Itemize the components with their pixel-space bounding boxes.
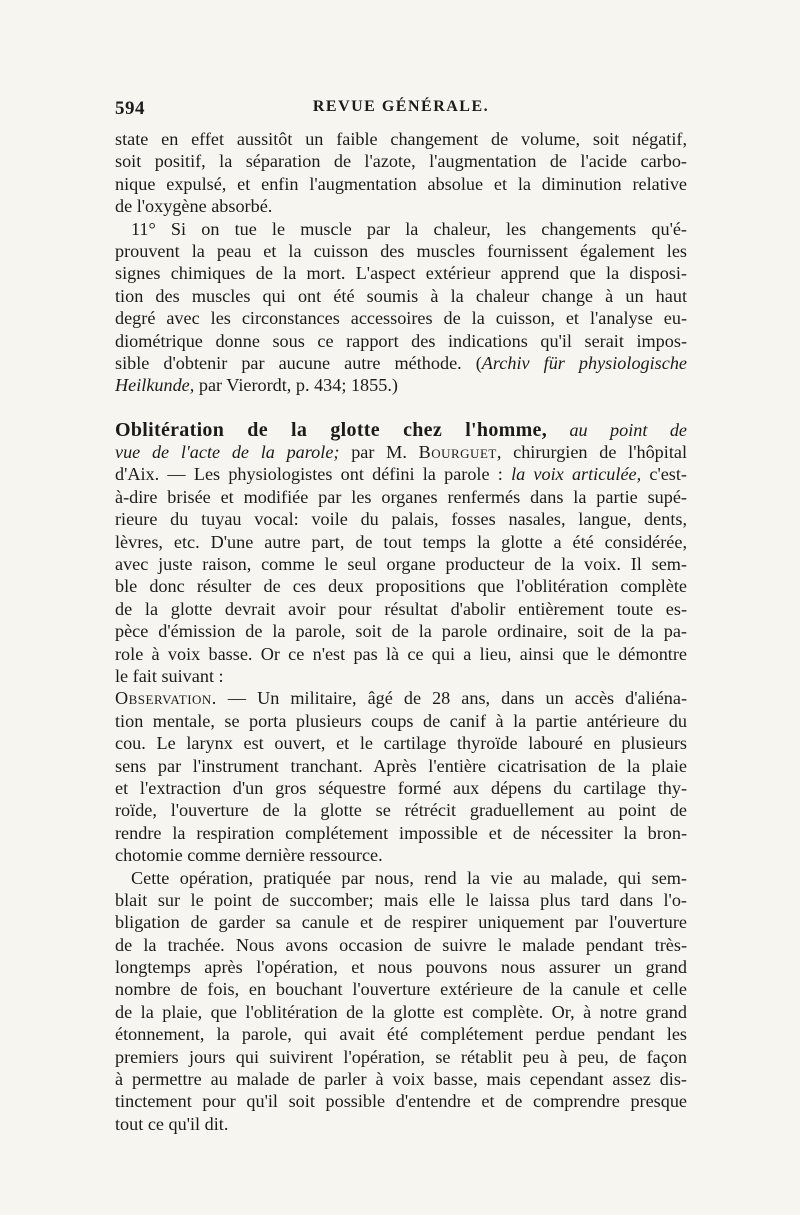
- text-run: — Un militaire, âgé de 28 ans, dans un accès d'aliéna-: [216, 688, 687, 709]
- text-line: lèvres, etc. D'une autre part, de tout temps la glotte a été considérée,: [115, 531, 687, 552]
- text-line: et l'extraction d'un gros séquestre formé aux dépens du cartilage thy-: [115, 777, 687, 798]
- text-line: de la plaie, que l'oblitération de la glotte est complète. Or, à notre grand: [115, 1001, 687, 1022]
- text-line: Cette opération, pratiquée par nous, rend la vie au malade, qui sem-: [131, 867, 687, 888]
- journal-title: Archiv für physiologische: [481, 352, 687, 373]
- text-line: pèce d'émission de la parole, soit de la parole ordinaire, soit de la pa-: [115, 621, 687, 642]
- text-line: à-dire brisée et modifiée par les organes renfermés dans la partie supé-: [115, 486, 687, 507]
- author-name: Bourguet: [418, 442, 497, 463]
- text-line: [115, 463, 687, 485]
- text-line: de la glotte devrait avoir pour résultat d'abolir entièrement toute es-: [115, 598, 687, 619]
- text-line: nique expulsé, et enfin l'augmentation absolue et la diminution relative: [115, 173, 687, 194]
- text-line: à permettre au malade de parler à voix basse, mais cependant assez dis-: [115, 1069, 687, 1090]
- text-line: tinctement pour qu'il soit possible d'entendre et de comprendre presque: [115, 1091, 687, 1112]
- text-line: tout ce qu'il dit.: [115, 1113, 229, 1134]
- text-line: de la trachée. Nous avons occasion de suivre le malade pendant très-: [115, 934, 687, 955]
- text-line: sens par l'instrument tranchant. Après l'entière cicatrisation de la plaie: [115, 755, 687, 776]
- text-line: avec juste raison, comme le seul organe producteur de la voix. Il sem-: [115, 554, 687, 575]
- text-run: d'Aix. — Les physiologistes ont défini la parole :: [115, 464, 512, 485]
- text-run: par M.: [339, 442, 419, 463]
- text-line: rieure du tuyau vocal: voile du palais, fosses nasales, langue, dents,: [115, 509, 687, 530]
- observation-label: Observation.: [115, 688, 217, 709]
- text-line: [115, 687, 687, 709]
- page-header: [115, 98, 687, 124]
- body-text: [115, 128, 687, 1135]
- running-head: REVUE GÉNÉRALE.: [312, 98, 490, 115]
- text-line: degré avec les circonstances accessoires de la cuisson, et l'analyse eu-: [115, 308, 687, 329]
- text-line: roïde, l'ouverture de la glotte se rétrécit graduellement au point de: [115, 800, 687, 821]
- page-number: 594: [115, 98, 145, 119]
- text-line: nombre de fois, en bouchant l'ouverture extérieure de la canule et celle: [115, 979, 687, 1000]
- text-line: bligation de garder sa canule et de respirer uniquement par l'ouverture: [115, 912, 687, 933]
- text-run: , chirurgien de l'hôpital: [496, 442, 687, 463]
- definition: la voix articulée,: [511, 464, 642, 485]
- text-line: longtemps après l'opération, et nous pouvons nous assurer un grand: [115, 957, 687, 978]
- text-line: soit positif, la séparation de l'azote, l'augmentation de l'acide carbo-: [115, 151, 687, 172]
- text-line: diométrique donne sous ce rapport des indications qu'il serait impos-: [115, 330, 687, 351]
- text-line: [115, 441, 687, 463]
- text-line: cou. Le larynx est ouvert, et le cartilage thyroïde labouré en plusieurs: [115, 733, 687, 754]
- section-title: Oblitération de la glotte chez l'homme,: [115, 418, 548, 441]
- section-subtitle-cont: vue de l'acte de la parole;: [115, 442, 340, 463]
- text-line: prouvent la peau et la cuisson des muscles fournissent également les: [115, 240, 687, 261]
- text-line: [115, 374, 687, 396]
- journal-title-cont: Heilkunde,: [115, 375, 195, 396]
- text-line: state en effet aussitôt un faible changement de volume, soit négatif,: [115, 129, 687, 149]
- text-line: étonnement, la parole, qui avait été complétement perdue pendant les: [115, 1024, 687, 1045]
- text-line: chotomie comme dernière ressource.: [115, 845, 383, 866]
- text-run: c'est-: [641, 464, 687, 485]
- text-line: rendre la respiration complétement impossible et de nécessiter la bron-: [115, 822, 687, 843]
- text-run: sible d'obtenir par aucune autre méthode. (: [115, 352, 482, 373]
- section-gap: [115, 397, 687, 419]
- text-line: blait sur le point de succomber; mais elle le laissa plus tard dans l'o-: [115, 889, 687, 910]
- section-heading-line: [115, 419, 687, 441]
- text-line: premiers jours qui suivirent l'opération, se rétablit peu à peu, de façon: [115, 1046, 687, 1067]
- text-line: role à voix basse. Or ce n'est pas là ce qui a lieu, ainsi que le démontre: [115, 643, 687, 664]
- text-line: ble donc résulter de ces deux propositions que l'oblitération complète: [115, 576, 687, 597]
- text-line: tion mentale, se porta plusieurs coups de canif à la partie antérieure du: [115, 710, 687, 731]
- text-line: tion des muscles qui ont été soumis à la chaleur change à un haut: [115, 285, 687, 306]
- section-subtitle: au point de: [569, 419, 687, 440]
- text-line: de l'oxygène absorbé.: [115, 196, 273, 217]
- text-line: [115, 352, 687, 374]
- text-line: le fait suivant :: [115, 665, 224, 686]
- text-run: par Vierordt, p. 434; 1855.): [194, 375, 398, 396]
- text-line: signes chimiques de la mort. L'aspect extérieur apprend que la disposi-: [115, 263, 687, 284]
- text-line: 11° Si on tue le muscle par la chaleur, les changements qu'é-: [131, 218, 687, 239]
